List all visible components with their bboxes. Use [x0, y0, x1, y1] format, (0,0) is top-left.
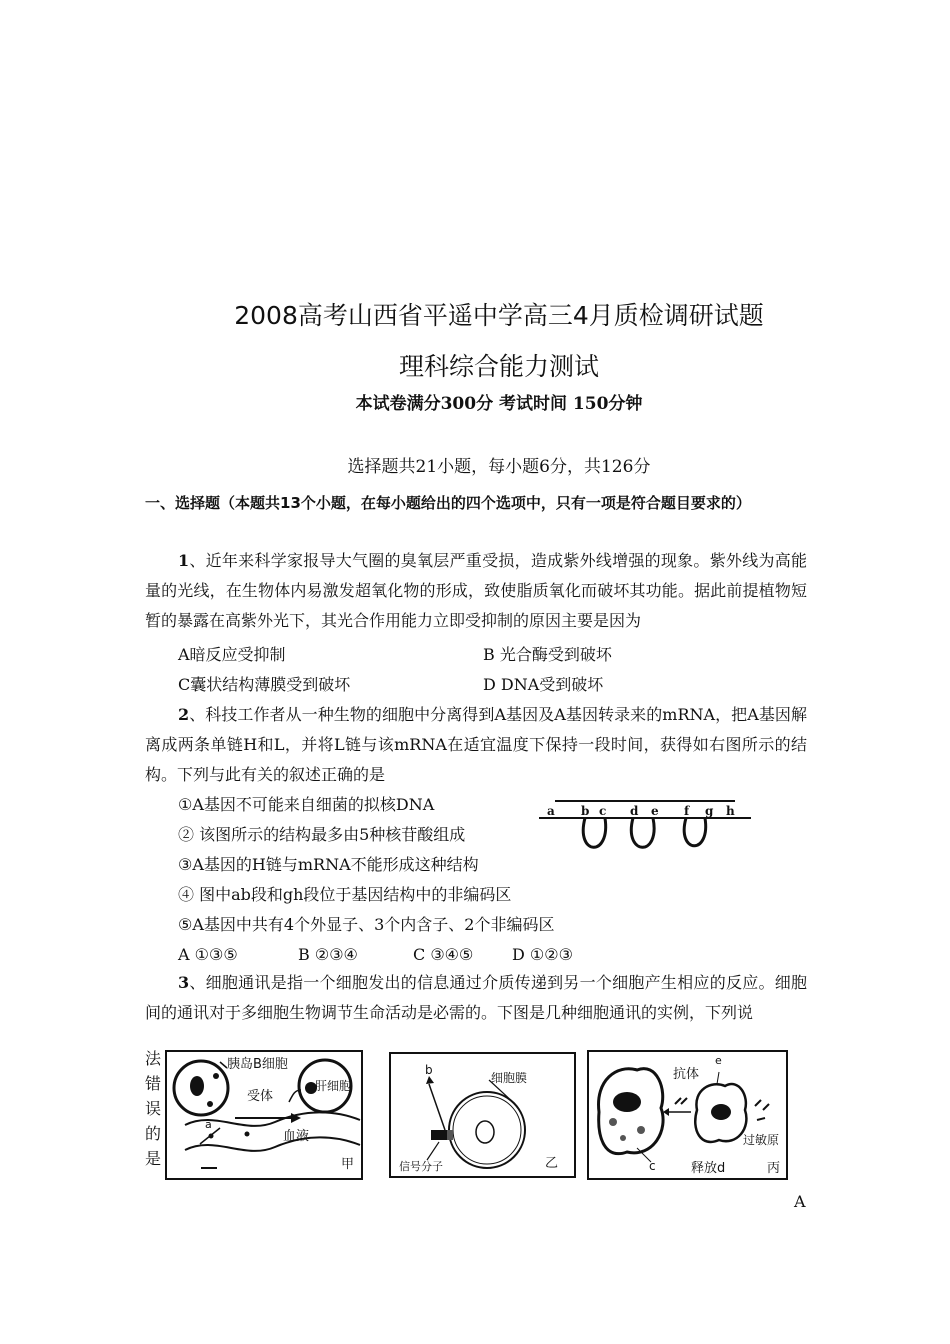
label-f: f [684, 804, 690, 818]
label-g: g [705, 804, 714, 818]
q2-option-d: D ①②③ [512, 945, 573, 964]
label-d: d [630, 804, 639, 818]
figure-tag-bing: 丙 [767, 1161, 781, 1176]
question-number: 1 [178, 551, 190, 570]
label-islet-cell: 胰岛B细胞 [227, 1057, 288, 1072]
vertical-text [145, 1046, 165, 1171]
intro-line: 选择题共21小题，每小题6分，共126分 [347, 457, 651, 477]
label-c: c [599, 804, 607, 818]
label-e: e [715, 1054, 722, 1067]
q2-statement-3: ③A基因的H链与mRNA不能形成这种结构 [178, 855, 479, 874]
q1-option-c: C囊状结构薄膜受到破坏 [178, 675, 351, 694]
q2-option-a: A ①③⑤ [178, 945, 238, 964]
figure-bing [587, 1050, 788, 1180]
vertical-char: 是 [145, 1149, 162, 1168]
question-3-stem [145, 968, 807, 1028]
question-text: 、细胞通讯是指一个细胞发出的信息通过介质传递到另一个细胞产生相应的反应。细胞间的通讯对于多细胞生物调节生命活动是必需的。下图是几种细胞通讯的实例，下列说 [145, 973, 807, 1022]
q2-statement-4: ④ 图中ab段和gh段位于基因结构中的非编码区 [178, 885, 512, 904]
trailing-option-label: A [794, 1192, 806, 1211]
label-b: b [425, 1063, 433, 1077]
question-number: 2 [178, 705, 190, 724]
q1-option-d: D DNA受到破坏 [483, 675, 604, 694]
question-1-stem [145, 546, 807, 636]
hybrid-structure-figure [533, 796, 758, 862]
figure-jia [165, 1050, 363, 1180]
label-allergen: 过敏原 [743, 1133, 780, 1147]
label-receptor: 受体 [247, 1089, 274, 1104]
question-2-stem [145, 700, 807, 790]
question-text: 、近年来科学家报导大气圈的臭氧层严重受损，造成紫外线增强的现象。紫外线为高能量的光线，在生物体内易激发超氧化物的形成，致使脂质氧化而破坏其功能。据此前提植物短暂的暴露在高紫外光下，其光合作用能力立即受抑制的原因主要是因为 [145, 551, 807, 630]
q2-option-c: C ③④⑤ [413, 945, 474, 964]
label-a: a [547, 804, 555, 818]
label-c: c [649, 1159, 656, 1173]
vertical-char: 错 [145, 1074, 162, 1093]
section-heading: 一、选择题（本题共13个小题，在每小题给出的四个选项中，只有一项是符合题目要求的） [145, 494, 751, 512]
q1-option-a: A暗反应受抑制 [178, 645, 286, 664]
label-cell-membrane: 细胞膜 [491, 1071, 528, 1085]
vertical-char: 法 [145, 1049, 162, 1068]
vertical-char: 误 [145, 1099, 162, 1118]
label-signal-molecule: 信号分子 [399, 1160, 443, 1173]
label-liver-cell: 肝细胞 [315, 1079, 352, 1093]
exam-meta: 本试卷满分300分 考试时间 150分钟 [355, 394, 643, 414]
doc-title: 2008高考山西省平遥中学高三4月质检调研试题 [234, 301, 764, 330]
vertical-char: 的 [145, 1124, 162, 1143]
label-blood: 血液 [283, 1129, 310, 1144]
label-antibody: 抗体 [673, 1067, 700, 1082]
doc-subtitle: 理科综合能力测试 [398, 352, 599, 381]
label-b: b [581, 804, 590, 818]
label-release-d: 释放d [691, 1161, 726, 1176]
q2-statement-1: ①A基因不可能来自细菌的拟核DNA [178, 795, 435, 814]
figure-tag-jia: 甲 [341, 1157, 355, 1172]
q2-statement-2: ② 该图所示的结构最多由5种核苷酸组成 [178, 825, 466, 844]
question-number: 3 [178, 973, 190, 992]
q2-statement-5: ⑤A基因中共有4个外显子、3个内含子、2个非编码区 [178, 915, 555, 934]
label-h: h [726, 804, 735, 818]
q1-option-b: B 光合酶受到破坏 [483, 645, 612, 664]
question-text: 、科技工作者从一种生物的细胞中分离得到A基因及A基因转录来的mRNA，把A基因解离成两条单链H和L，并将L链与该mRNA在适宜温度下保持一段时间，获得如右图所示的结构。下列与此有关的叙述正确的是 [145, 705, 807, 784]
q2-option-b: B ②③④ [298, 945, 358, 964]
label-a: a [205, 1118, 212, 1131]
figure-tag-yi: 乙 [545, 1156, 559, 1171]
figure-yi [389, 1052, 576, 1178]
label-e: e [651, 804, 659, 818]
